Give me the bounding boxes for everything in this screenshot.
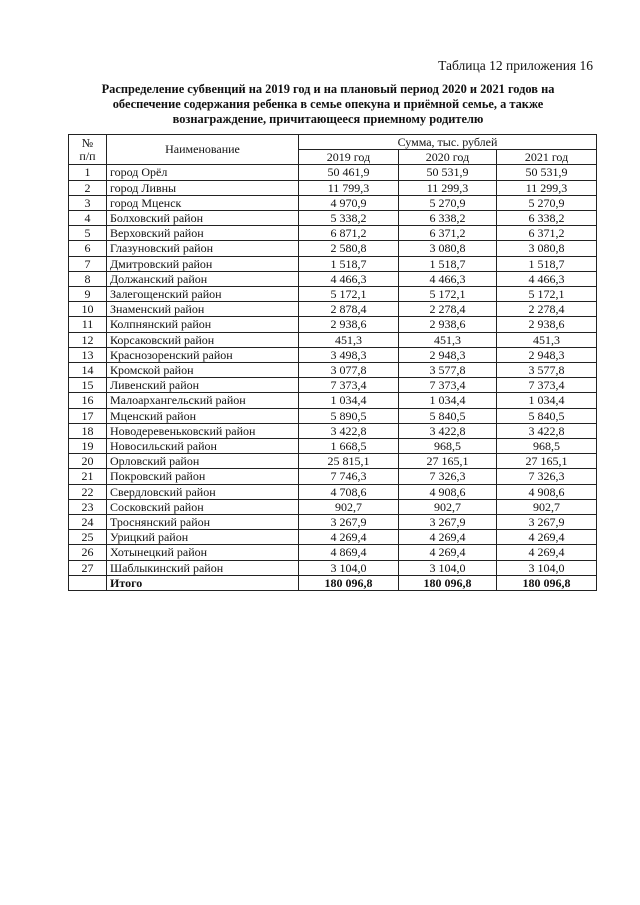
row-number: 8: [69, 271, 107, 286]
row-number: 17: [69, 408, 107, 423]
row-value-2019: 25 815,1: [299, 454, 399, 469]
row-value-2019: 4 466,3: [299, 271, 399, 286]
subvention-table: [68, 134, 597, 591]
row-value-2021: 2 278,4: [497, 302, 597, 317]
row-number: 1: [69, 165, 107, 180]
row-value-2020: 6 371,2: [399, 226, 497, 241]
row-value-2021: 11 299,3: [497, 180, 597, 195]
row-value-2019: 902,7: [299, 499, 399, 514]
table-row: [69, 347, 597, 362]
row-value-2021: 451,3: [497, 332, 597, 347]
table-row: [69, 180, 597, 195]
row-value-2020: 3 267,9: [399, 515, 497, 530]
row-value-2019: 11 799,3: [299, 180, 399, 195]
row-value-2021: 3 422,8: [497, 423, 597, 438]
row-value-2020: 4 466,3: [399, 271, 497, 286]
row-value-2020: 3 422,8: [399, 423, 497, 438]
row-value-2020: 7 326,3: [399, 469, 497, 484]
row-value-2019: 5 890,5: [299, 408, 399, 423]
row-name: Болховский район: [107, 210, 299, 225]
row-value-2019: 7 746,3: [299, 469, 399, 484]
row-value-2021: 3 104,0: [497, 560, 597, 575]
row-value-2019: 1 518,7: [299, 256, 399, 271]
row-number: 19: [69, 439, 107, 454]
row-value-2020: 2 278,4: [399, 302, 497, 317]
row-value-2019: 2 938,6: [299, 317, 399, 332]
row-value-2020: 27 165,1: [399, 454, 497, 469]
row-name: Хотынецкий район: [107, 545, 299, 560]
total-value-2020: 180 096,8: [399, 575, 497, 590]
row-name: Залегощенский район: [107, 287, 299, 302]
row-value-2020: 5 270,9: [399, 195, 497, 210]
row-value-2021: 902,7: [497, 499, 597, 514]
row-name: Орловский район: [107, 454, 299, 469]
table-row: [69, 302, 597, 317]
header-year-2021: 2021 год: [497, 150, 597, 165]
total-label: Итого: [107, 575, 299, 590]
table-row: [69, 484, 597, 499]
row-number: 6: [69, 241, 107, 256]
row-number: 26: [69, 545, 107, 560]
row-value-2020: 6 338,2: [399, 210, 497, 225]
row-name: Ливенский район: [107, 378, 299, 393]
row-name: Малоархангельский район: [107, 393, 299, 408]
row-number: 15: [69, 378, 107, 393]
row-name: Шаблыкинский район: [107, 560, 299, 575]
table-row: [69, 423, 597, 438]
row-value-2020: 4 269,4: [399, 545, 497, 560]
header-number: [69, 135, 107, 165]
row-value-2021: 4 466,3: [497, 271, 597, 286]
table-row: [69, 210, 597, 225]
row-name: город Ливны: [107, 180, 299, 195]
row-number: 5: [69, 226, 107, 241]
row-number: 23: [69, 499, 107, 514]
table-row: [69, 271, 597, 286]
row-name: Кромской район: [107, 363, 299, 378]
row-name: Должанский район: [107, 271, 299, 286]
row-number: 18: [69, 423, 107, 438]
row-value-2021: 27 165,1: [497, 454, 597, 469]
table-row: [69, 439, 597, 454]
total-number-empty: [69, 575, 107, 590]
row-value-2020: 50 531,9: [399, 165, 497, 180]
row-value-2021: 2 938,6: [497, 317, 597, 332]
table-row: [69, 545, 597, 560]
row-value-2020: 1 518,7: [399, 256, 497, 271]
row-name: Краснозоренский район: [107, 347, 299, 362]
row-number: 3: [69, 195, 107, 210]
row-number: 12: [69, 332, 107, 347]
row-value-2021: 4 269,4: [497, 545, 597, 560]
row-number: 10: [69, 302, 107, 317]
row-value-2019: 1 668,5: [299, 439, 399, 454]
row-value-2019: 5 338,2: [299, 210, 399, 225]
row-number: 24: [69, 515, 107, 530]
total-value-2021: 180 096,8: [497, 575, 597, 590]
row-value-2020: 451,3: [399, 332, 497, 347]
row-value-2019: 3 077,8: [299, 363, 399, 378]
title-line: Распределение субвенций на 2019 год и на плановый период 2020 и 2021 годов на: [101, 82, 555, 96]
row-value-2021: 3 080,8: [497, 241, 597, 256]
row-value-2019: 50 461,9: [299, 165, 399, 180]
row-value-2021: 3 267,9: [497, 515, 597, 530]
table-row: [69, 378, 597, 393]
table-row: [69, 165, 597, 180]
row-number: 16: [69, 393, 107, 408]
row-value-2021: 7 326,3: [497, 469, 597, 484]
appendix-label: Таблица 12 приложения 16: [438, 58, 593, 73]
row-name: Новодеревеньковский район: [107, 423, 299, 438]
row-number: 7: [69, 256, 107, 271]
table-body: [69, 165, 597, 591]
table-row: [69, 363, 597, 378]
row-value-2019: 5 172,1: [299, 287, 399, 302]
row-number: 20: [69, 454, 107, 469]
table-row: [69, 560, 597, 575]
row-value-2019: 6 871,2: [299, 226, 399, 241]
row-value-2020: 968,5: [399, 439, 497, 454]
table-row: [69, 195, 597, 210]
row-value-2021: 5 172,1: [497, 287, 597, 302]
row-value-2020: 7 373,4: [399, 378, 497, 393]
row-name: город Орёл: [107, 165, 299, 180]
header-sum: Сумма, тыс. рублей: [299, 135, 597, 150]
row-value-2020: 11 299,3: [399, 180, 497, 195]
row-value-2019: 451,3: [299, 332, 399, 347]
table-row: [69, 332, 597, 347]
document-title: [88, 82, 568, 127]
row-value-2020: 4 269,4: [399, 530, 497, 545]
row-value-2019: 7 373,4: [299, 378, 399, 393]
row-name: Дмитровский район: [107, 256, 299, 271]
row-value-2021: 5 840,5: [497, 408, 597, 423]
row-name: Сосковский район: [107, 499, 299, 514]
table-row: [69, 287, 597, 302]
table-row: [69, 454, 597, 469]
row-name: Урицкий район: [107, 530, 299, 545]
row-value-2019: 3 422,8: [299, 423, 399, 438]
table-row: [69, 408, 597, 423]
row-value-2021: 1 518,7: [497, 256, 597, 271]
table-row: [69, 241, 597, 256]
row-number: 25: [69, 530, 107, 545]
row-value-2019: 4 269,4: [299, 530, 399, 545]
header-number-line2: п/п: [79, 148, 96, 163]
title-line: вознаграждение, причитающееся приемному родителю: [172, 112, 484, 126]
row-value-2021: 6 371,2: [497, 226, 597, 241]
row-value-2019: 4 869,4: [299, 545, 399, 560]
row-value-2019: 4 708,6: [299, 484, 399, 499]
header-name: Наименование: [107, 135, 299, 165]
row-value-2021: 3 577,8: [497, 363, 597, 378]
row-value-2020: 5 840,5: [399, 408, 497, 423]
header-year-2020: 2020 год: [399, 150, 497, 165]
row-value-2021: 7 373,4: [497, 378, 597, 393]
row-value-2019: 3 104,0: [299, 560, 399, 575]
row-value-2021: 4 908,6: [497, 484, 597, 499]
row-value-2020: 4 908,6: [399, 484, 497, 499]
row-value-2019: 2 580,8: [299, 241, 399, 256]
table-row: [69, 530, 597, 545]
row-value-2020: 3 577,8: [399, 363, 497, 378]
row-name: Верховский район: [107, 226, 299, 241]
total-row: [69, 575, 597, 590]
header-year-2019: 2019 год: [299, 150, 399, 165]
row-value-2021: 2 948,3: [497, 347, 597, 362]
row-number: 22: [69, 484, 107, 499]
row-value-2021: 5 270,9: [497, 195, 597, 210]
row-value-2020: 1 034,4: [399, 393, 497, 408]
row-name: Покровский район: [107, 469, 299, 484]
row-name: Корсаковский район: [107, 332, 299, 347]
row-value-2020: 5 172,1: [399, 287, 497, 302]
row-name: Знаменский район: [107, 302, 299, 317]
row-number: 21: [69, 469, 107, 484]
row-value-2021: 968,5: [497, 439, 597, 454]
row-value-2021: 6 338,2: [497, 210, 597, 225]
row-value-2019: 1 034,4: [299, 393, 399, 408]
row-name: Глазуновский район: [107, 241, 299, 256]
row-name: Свердловский район: [107, 484, 299, 499]
total-value-2019: 180 096,8: [299, 575, 399, 590]
row-value-2020: 2 938,6: [399, 317, 497, 332]
row-name: город Мценск: [107, 195, 299, 210]
row-number: 4: [69, 210, 107, 225]
row-value-2020: 2 948,3: [399, 347, 497, 362]
row-value-2021: 1 034,4: [497, 393, 597, 408]
header-number-line1: №: [81, 135, 94, 150]
row-name: Новосильский район: [107, 439, 299, 454]
row-number: 13: [69, 347, 107, 362]
row-value-2020: 902,7: [399, 499, 497, 514]
table-row: [69, 515, 597, 530]
row-value-2019: 4 970,9: [299, 195, 399, 210]
table-row: [69, 226, 597, 241]
row-number: 9: [69, 287, 107, 302]
row-name: Троснянский район: [107, 515, 299, 530]
table-row: [69, 469, 597, 484]
row-value-2020: 3 080,8: [399, 241, 497, 256]
row-number: 27: [69, 560, 107, 575]
row-name: Колпнянский район: [107, 317, 299, 332]
row-value-2020: 3 104,0: [399, 560, 497, 575]
row-name: Мценский район: [107, 408, 299, 423]
row-number: 2: [69, 180, 107, 195]
row-value-2019: 3 267,9: [299, 515, 399, 530]
row-value-2019: 3 498,3: [299, 347, 399, 362]
table-row: [69, 499, 597, 514]
table-row: [69, 393, 597, 408]
row-number: 11: [69, 317, 107, 332]
row-value-2019: 2 878,4: [299, 302, 399, 317]
row-value-2021: 50 531,9: [497, 165, 597, 180]
table-row: [69, 256, 597, 271]
row-value-2021: 4 269,4: [497, 530, 597, 545]
title-line: обеспечение содержания ребенка в семье опекуна и приёмной семье, а также: [112, 97, 544, 111]
table-row: [69, 317, 597, 332]
row-number: 14: [69, 363, 107, 378]
